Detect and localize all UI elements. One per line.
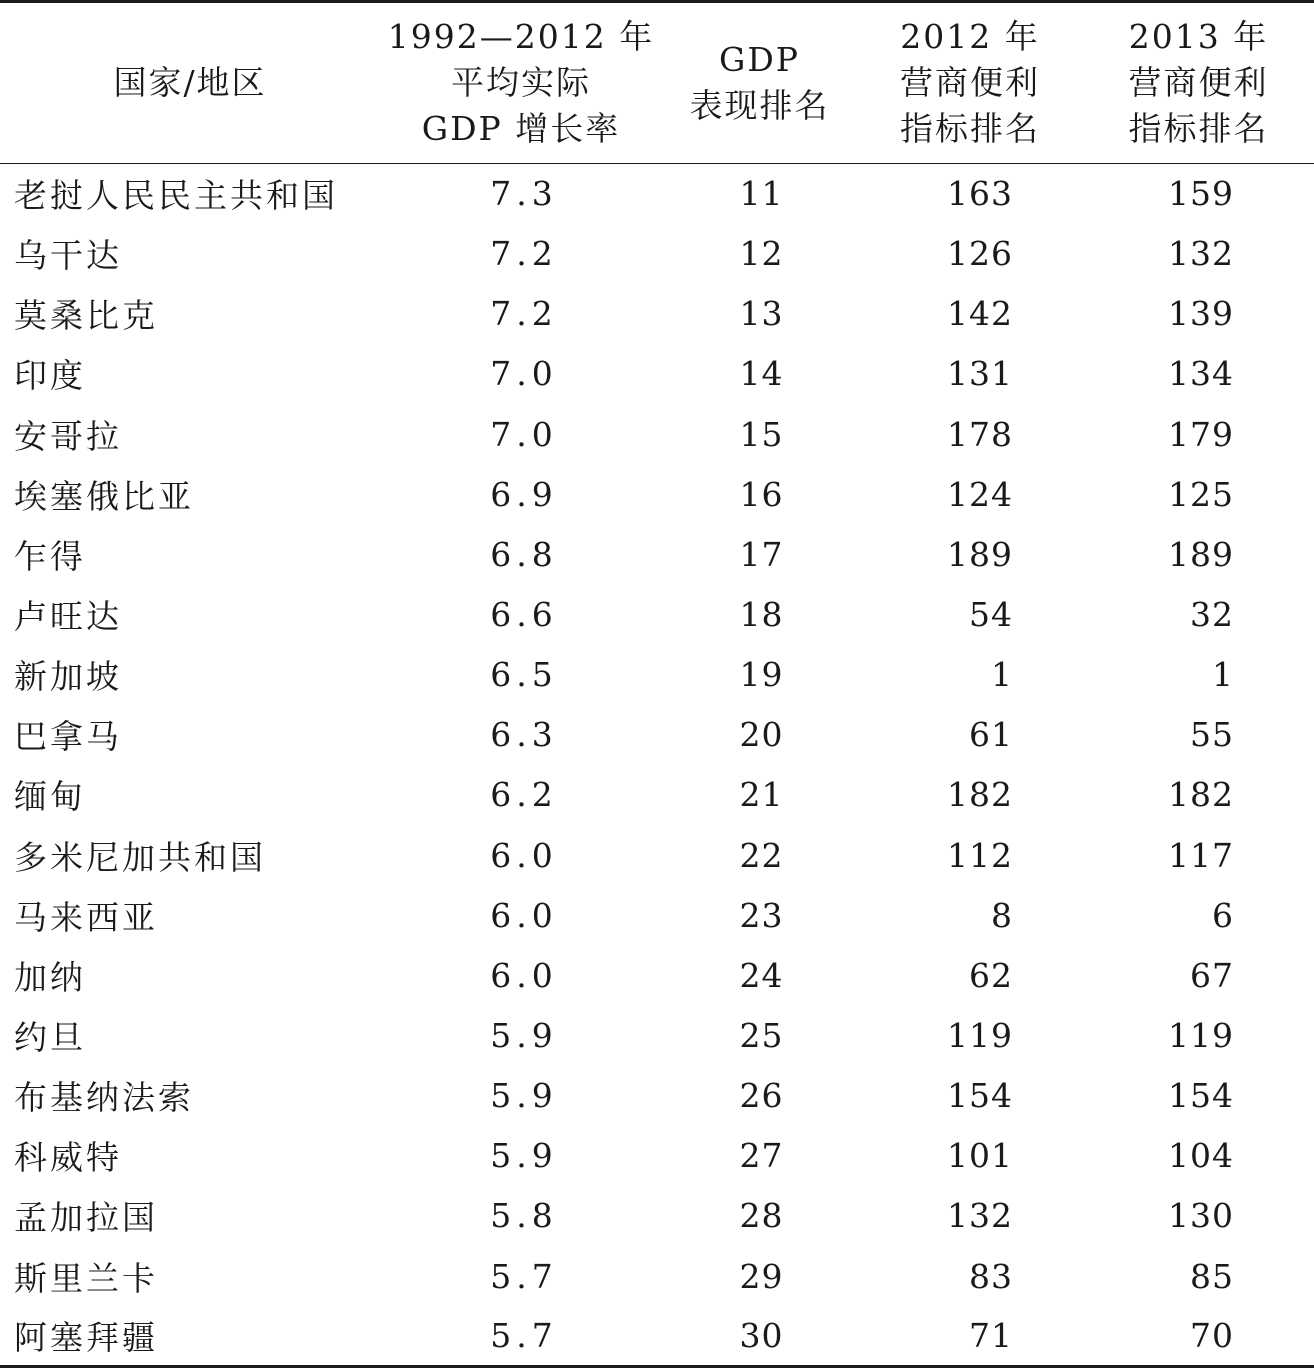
- country-name-cell: 莫桑比克: [14, 296, 158, 336]
- table-row: [0, 645, 1314, 705]
- gdp-growth-cell: 5.9: [490, 1076, 558, 1116]
- country-name-cell: 约旦: [14, 1018, 86, 1058]
- gdp-growth-cell: 6.6: [490, 595, 558, 635]
- table-row: [0, 344, 1314, 404]
- country-name-cell: 斯里兰卡: [14, 1258, 158, 1298]
- ease-rank-2013-cell: 189: [1168, 534, 1234, 574]
- gdp-growth-cell: 6.0: [490, 895, 558, 935]
- table-row: [0, 464, 1314, 524]
- ease-rank-2013-cell: 179: [1168, 414, 1234, 454]
- ease-rank-2012-cell: 1: [991, 655, 1013, 695]
- table-row: [0, 705, 1314, 765]
- ease-rank-2012-cell: 124: [947, 474, 1013, 514]
- header-ease-2013: [1083, 2, 1314, 164]
- gdp-growth-cell: 5.7: [380, 1306, 662, 1366]
- ease-rank-2012-cell: 163: [947, 174, 1013, 214]
- header-line: 2012 年: [900, 17, 1040, 56]
- gdp-growth-cell: 5.7: [490, 1256, 558, 1296]
- country-name-cell: 卢旺达: [14, 597, 122, 637]
- ease-rank-2013-cell: 130: [1168, 1196, 1234, 1236]
- ease-rank-2012-cell: 71: [857, 1306, 1083, 1366]
- table-header: [0, 2, 1314, 164]
- gdp-growth-cell: 5.9: [490, 1136, 558, 1176]
- ease-rank-2012-cell: 83: [969, 1256, 1013, 1296]
- table-row: [0, 1066, 1314, 1126]
- country-name-cell: 马来西亚: [14, 897, 158, 937]
- ease-rank-2012-cell: 61: [969, 715, 1013, 755]
- gdp-growth-cell: 5.8: [490, 1196, 558, 1236]
- ease-rank-2012-cell: 142: [947, 294, 1013, 334]
- ease-rank-2012-cell: 132: [947, 1196, 1013, 1236]
- gdp-growth-cell: 6.0: [490, 835, 558, 875]
- ease-rank-2013-cell: 182: [1168, 775, 1234, 815]
- table-row: [0, 1005, 1314, 1065]
- header-line: 指标排名: [900, 109, 1040, 148]
- country-name-cell: 新加坡: [14, 657, 122, 697]
- country-name-cell: 多米尼加共和国: [14, 837, 266, 877]
- gdp-rank-cell: 28: [739, 1196, 784, 1236]
- country-name-cell: 科威特: [14, 1138, 122, 1178]
- ease-rank-2013-cell: 67: [1190, 955, 1234, 995]
- table-body: [0, 164, 1314, 1367]
- ease-rank-2012-cell: 62: [969, 955, 1013, 995]
- gdp-rank-cell: 25: [739, 1016, 784, 1056]
- ease-rank-2012-cell: 119: [947, 1016, 1013, 1056]
- country-name-cell: 孟加拉国: [14, 1198, 158, 1238]
- gdp-growth-cell: 7.2: [490, 234, 558, 274]
- table-row: [0, 404, 1314, 464]
- ease-rank-2013-cell: 85: [1190, 1256, 1234, 1296]
- table-row: [0, 945, 1314, 1005]
- table-row: [0, 164, 1314, 224]
- header-avg-gdp-growth: [380, 2, 662, 164]
- ease-rank-2013-cell: 139: [1168, 294, 1234, 334]
- header-line: 2013 年: [1128, 17, 1269, 56]
- table-row: [0, 1126, 1314, 1186]
- ease-rank-2013-cell: 134: [1168, 354, 1234, 394]
- gdp-rank-cell: 11: [739, 174, 784, 214]
- gdp-rank-cell: 23: [739, 895, 784, 935]
- gdp-rank-cell: 29: [739, 1256, 784, 1296]
- header-line: GDP: [718, 40, 801, 79]
- country-name-cell: 布基纳法索: [14, 1078, 194, 1118]
- header-line: 营商便利: [900, 63, 1040, 102]
- header-line: 表现排名: [689, 86, 830, 125]
- gdp-growth-cell: 6.5: [490, 655, 558, 695]
- gdp-growth-cell: 5.9: [490, 1016, 558, 1056]
- gdp-growth-cell: 6.9: [490, 474, 558, 514]
- country-name-cell: 埃塞俄比亚: [14, 476, 194, 516]
- ease-rank-2013-cell: 104: [1168, 1136, 1234, 1176]
- gdp-rank-cell: 14: [739, 354, 784, 394]
- gdp-growth-cell: 7.0: [490, 414, 558, 454]
- gdp-rank-cell: 17: [739, 534, 784, 574]
- ease-rank-2013-cell: 159: [1168, 174, 1234, 214]
- ease-rank-2012-cell: 131: [947, 354, 1013, 394]
- gdp-rank-cell: 20: [739, 715, 784, 755]
- ease-rank-2012-cell: 126: [947, 234, 1013, 274]
- header-line: 营商便利: [1128, 63, 1269, 102]
- ease-rank-2013-cell: 132: [1168, 234, 1234, 274]
- header-line: GDP 增长率: [421, 109, 621, 148]
- ease-rank-2012-cell: 101: [947, 1136, 1013, 1176]
- gdp-rank-cell: 19: [739, 655, 784, 695]
- table-row: [0, 224, 1314, 284]
- header-gdp-rank: [662, 2, 857, 164]
- gdp-rank-cell: 27: [739, 1136, 784, 1176]
- gdp-rank-cell: 30: [662, 1306, 857, 1366]
- table-row: [0, 524, 1314, 584]
- ease-rank-2012-cell: 8: [991, 895, 1013, 935]
- gdp-rank-cell: 16: [739, 474, 784, 514]
- header-line: 平均实际: [451, 63, 591, 102]
- country-name-cell: 巴拿马: [14, 717, 122, 757]
- gdp-growth-cell: 7.2: [490, 294, 558, 334]
- country-name-cell: 印度: [14, 356, 86, 396]
- header-line: 国家/地区: [113, 63, 267, 102]
- table-row: [0, 584, 1314, 644]
- ease-rank-2013-cell: 119: [1168, 1016, 1234, 1056]
- gdp-growth-cell: 6.0: [490, 955, 558, 995]
- gdp-rank-cell: 12: [739, 234, 784, 274]
- gdp-growth-cell: 6.2: [490, 775, 558, 815]
- gdp-rank-cell: 15: [739, 414, 784, 454]
- ease-rank-2013-cell: 70: [1083, 1306, 1314, 1366]
- gdp-rank-cell: 26: [739, 1076, 784, 1116]
- gdp-growth-cell: 7.0: [490, 354, 558, 394]
- country-name-cell: 安哥拉: [14, 416, 122, 456]
- ease-rank-2013-cell: 1: [1212, 655, 1234, 695]
- ease-rank-2013-cell: 55: [1190, 715, 1234, 755]
- header-line: 1992—2012 年: [387, 17, 655, 56]
- gdp-rank-cell: 22: [739, 835, 784, 875]
- country-name-cell: 老挝人民民主共和国: [14, 176, 338, 216]
- header-country-region: [0, 2, 380, 164]
- table-row: [0, 1246, 1314, 1306]
- gdp-rank-cell: 21: [739, 775, 784, 815]
- country-name-cell: 阿塞拜疆: [0, 1306, 380, 1366]
- header-line: 指标排名: [1128, 109, 1269, 148]
- table-row: [0, 1306, 1314, 1366]
- header-ease-2012: [857, 2, 1083, 164]
- ease-rank-2012-cell: 189: [947, 534, 1013, 574]
- ease-rank-2013-cell: 117: [1168, 835, 1234, 875]
- ease-rank-2012-cell: 182: [947, 775, 1013, 815]
- country-name-cell: 乍得: [14, 536, 86, 576]
- table-row: [0, 885, 1314, 945]
- table-row: [0, 765, 1314, 825]
- gdp-rank-cell: 13: [739, 294, 784, 334]
- ease-rank-2013-cell: 32: [1190, 595, 1234, 635]
- ease-rank-2012-cell: 154: [947, 1076, 1013, 1116]
- gdp-growth-cell: 6.3: [490, 715, 558, 755]
- country-name-cell: 缅甸: [14, 777, 86, 817]
- gdp-growth-cell: 7.3: [490, 174, 558, 214]
- header-row: [0, 2, 1314, 164]
- table-row: [0, 284, 1314, 344]
- country-name-cell: 加纳: [14, 957, 86, 997]
- gdp-rank-cell: 18: [739, 595, 784, 635]
- ease-rank-2013-cell: 125: [1168, 474, 1234, 514]
- country-name-cell: 乌干达: [14, 236, 122, 276]
- ease-rank-2012-cell: 178: [947, 414, 1013, 454]
- gdp-growth-cell: 6.8: [490, 534, 558, 574]
- ease-rank-2012-cell: 54: [969, 595, 1013, 635]
- gdp-rank-cell: 24: [739, 955, 784, 995]
- ease-rank-2013-cell: 154: [1168, 1076, 1234, 1116]
- table-row: [0, 825, 1314, 885]
- ease-rank-2013-cell: 6: [1212, 895, 1234, 935]
- ease-rank-2012-cell: 112: [947, 835, 1013, 875]
- table-row: [0, 1186, 1314, 1246]
